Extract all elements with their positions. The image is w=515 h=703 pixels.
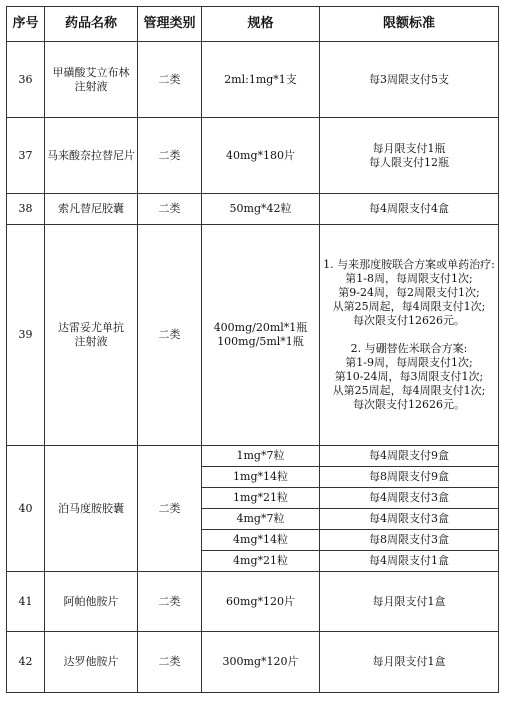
header-seq: 序号	[7, 7, 45, 42]
paragraph-gap	[322, 328, 496, 342]
cell-limit: 每8周限支付9盒	[320, 467, 499, 488]
spec-line: 100mg/5ml*1瓶	[217, 335, 304, 348]
table-row	[7, 225, 499, 446]
cell-spec: 50mg*42粒	[202, 194, 320, 225]
cell-drug-name	[45, 42, 138, 118]
cell-limit: 每月限支付1盒	[320, 572, 499, 632]
table-header-row	[7, 7, 499, 42]
cell-limit: 每4周限支付3盒	[320, 509, 499, 530]
cell-category: 二类	[138, 632, 202, 693]
table-row	[7, 194, 499, 225]
cell-spec: 60mg*120片	[202, 572, 320, 632]
cell-limit: 每月限支付1盒	[320, 632, 499, 693]
spec-line: 400mg/20ml*1瓶	[213, 321, 308, 334]
cell-category: 二类	[138, 118, 202, 194]
cell-limit	[320, 118, 499, 194]
limit-line: 第9-24周，每2周限支付1次;	[338, 286, 480, 299]
limit-line: 每月限支付1瓶	[372, 141, 446, 155]
limit-line: 每人限支付12瓶	[369, 155, 449, 169]
limit-line: 1. 与来那度胺联合方案或单药治疗:	[323, 258, 495, 271]
cell-limit: 每4周限支付1盒	[320, 551, 499, 572]
header-limit: 限额标准	[320, 7, 499, 42]
cell-limit: 每4周限支付4盒	[320, 194, 499, 225]
drug-name-line: 注射液	[74, 335, 108, 348]
cell-limit: 每8周限支付3盒	[320, 530, 499, 551]
cell-limit	[320, 225, 499, 446]
cell-category: 二类	[138, 194, 202, 225]
cell-spec: 4mg*14粒	[202, 530, 320, 551]
cell-seq: 37	[7, 118, 45, 194]
limit-line: 每次限支付12626元。	[353, 314, 465, 327]
cell-spec	[202, 225, 320, 446]
cell-spec: 1mg*14粒	[202, 467, 320, 488]
drug-name-line: 达雷妥尤单抗	[58, 321, 124, 334]
limit-line: 第1-8周，每周限支付1次;	[345, 272, 473, 285]
cell-seq: 36	[7, 42, 45, 118]
cell-spec: 4mg*21粒	[202, 551, 320, 572]
cell-category: 二类	[138, 42, 202, 118]
cell-spec: 1mg*21粒	[202, 488, 320, 509]
cell-category: 二类	[138, 225, 202, 446]
cell-drug-name: 泊马度胺胶囊	[45, 446, 138, 572]
table-row	[7, 446, 499, 467]
table-row	[7, 572, 499, 632]
cell-spec: 1mg*7粒	[202, 446, 320, 467]
table-row	[7, 42, 499, 118]
cell-seq: 38	[7, 194, 45, 225]
table-row	[7, 632, 499, 693]
cell-drug-name: 索凡替尼胶囊	[45, 194, 138, 225]
cell-limit: 每4周限支付9盒	[320, 446, 499, 467]
cell-drug-name: 马来酸奈拉替尼片	[45, 118, 138, 194]
cell-limit: 每3周限支付5支	[320, 42, 499, 118]
limit-line: 第1-9周，每周限支付1次;	[345, 356, 473, 369]
cell-drug-name	[45, 225, 138, 446]
cell-seq: 39	[7, 225, 45, 446]
cell-spec: 40mg*180片	[202, 118, 320, 194]
cell-spec: 4mg*7粒	[202, 509, 320, 530]
header-spec: 规格	[202, 7, 320, 42]
cell-seq: 40	[7, 446, 45, 572]
limit-line: 从第25周起，每4周限支付1次;	[332, 384, 486, 397]
cell-drug-name: 达罗他胺片	[45, 632, 138, 693]
cell-category: 二类	[138, 446, 202, 572]
header-category: 管理类别	[138, 7, 202, 42]
table-row	[7, 118, 499, 194]
cell-seq: 41	[7, 572, 45, 632]
limit-line: 2. 与硼替佐米联合方案:	[350, 342, 468, 355]
cell-drug-name: 阿帕他胺片	[45, 572, 138, 632]
drug-name-line: 注射液	[74, 79, 108, 93]
cell-spec: 300mg*120片	[202, 632, 320, 693]
cell-seq: 42	[7, 632, 45, 693]
header-drug-name: 药品名称	[45, 7, 138, 42]
drug-name-line: 甲磺酸艾立布林	[52, 65, 130, 79]
limit-line: 第10-24周，每3周限支付1次;	[334, 370, 484, 383]
cell-category: 二类	[138, 572, 202, 632]
limit-line: 从第25周起，每4周限支付1次;	[332, 300, 486, 313]
drug-limit-table	[6, 6, 499, 693]
cell-spec: 2ml:1mg*1支	[202, 42, 320, 118]
limit-line: 每次限支付12626元。	[353, 398, 465, 411]
cell-limit: 每4周限支付3盒	[320, 488, 499, 509]
